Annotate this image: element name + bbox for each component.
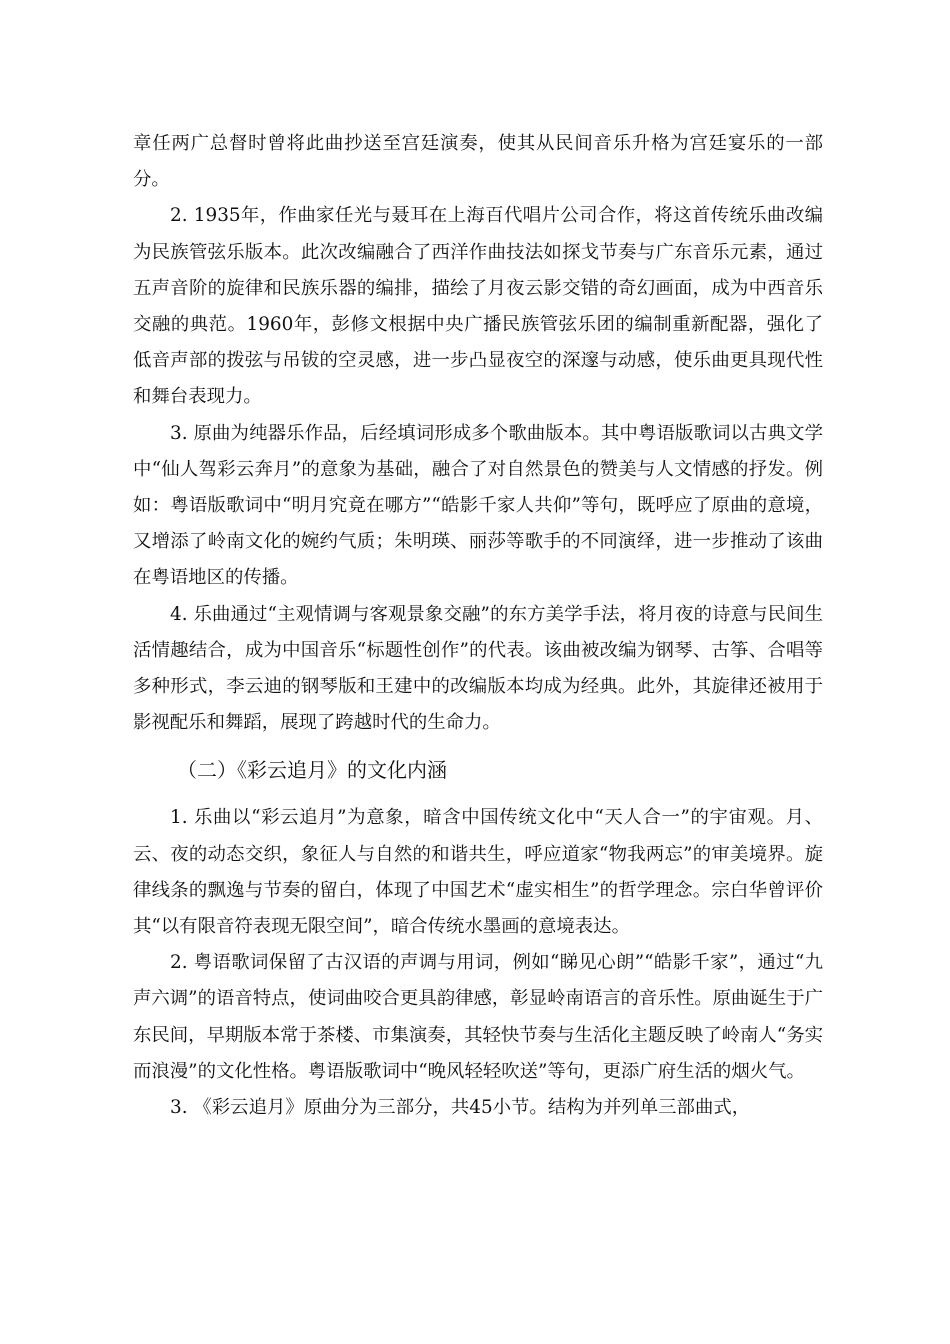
document-page	[133, 126, 823, 1126]
section-heading: （二）《彩云追月》的文化内涵	[177, 758, 447, 783]
culture-paragraph-1: 1. 乐曲以“彩云追月”为意象，暗含中国传统文化中“天人合一”的宇宙观。月、云、夜的动态交织，象征人与自然的和谐共生，呼应道家“物我两忘”的审美境界。旋律线条的飘逸与节奏的留白，体现了中国艺术“虚实相生”的哲学理念。宗白华曾评价其“以有限音符表现无限空间”，暗合传统水墨画的意境表达。	[133, 807, 823, 938]
paragraph-item-2: 2. 1935年，作曲家任光与聂耳在上海百代唱片公司合作，将这首传统乐曲改编为民族管弦乐版本。此次改编融合了西洋作曲技法如探戈节奏与广东音乐元素，通过五声音阶的旋律和民族乐器的编排，描绘了月夜云影交错的奇幻画面，成为中西音乐交融的典范。1960年，彭修文根据中央广播民族管弦乐团的编制重新配器，强化了低音声部的拨弦与吊钹的空灵感，进一步凸显夜空的深邃与动感，使乐曲更具现代性和舞台表现力。	[133, 205, 823, 408]
paragraph-item-3: 3. 原曲为纯器乐作品，后经填词形成多个歌曲版本。其中粤语版歌词以古典文学中“仙人驾彩云奔月”的意象为基础，融合了对自然景色的赞美与人文情感的抒发。例如：粤语版歌词中“明月究竟在哪方”“皓影千家人共仰”等句，既呼应了原曲的意境，又增添了岭南文化的婉约气质；朱明瑛、丽莎等歌手的不同演绎，进一步推动了该曲在粤语地区的传播。	[133, 422, 823, 589]
paragraph-continuation: 章任两广总督时曾将此曲抄送至宫廷演奏，使其从民间音乐升格为宫廷宴乐的一部分。	[133, 133, 823, 191]
culture-paragraph-2: 2. 粤语歌词保留了古汉语的声调与用词，例如“睇见心朗”“皓影千家”，通过“九声六调”的语音特点，使词曲咬合更具韵律感，彰显岭南语言的音乐性。原曲诞生于广东民间，早期版本常于茶楼、市集演奏，其轻快节奏与生活化主题反映了岭南人“务实而浪漫”的文化性格。粤语版歌词中“晚风轻轻吹送”等句，更添广府生活的烟火气。	[133, 952, 823, 1082]
paragraph-item-4: 4. 乐曲通过“主观情调与客观景象交融”的东方美学手法，将月夜的诗意与民间生活情趣结合，成为中国音乐“标题性创作”的代表。该曲被改编为钢琴、古筝、合唱等多种形式，李云迪的钢琴版和王建中的改编版本均成为经典。此外，其旋律还被用于影视配乐和舞蹈，展现了跨越时代的生命力。	[133, 603, 823, 734]
culture-paragraph-3: 3. 《彩云追月》原曲分为三部分，共45小节。结构为并列单三部曲式，	[170, 1097, 751, 1119]
